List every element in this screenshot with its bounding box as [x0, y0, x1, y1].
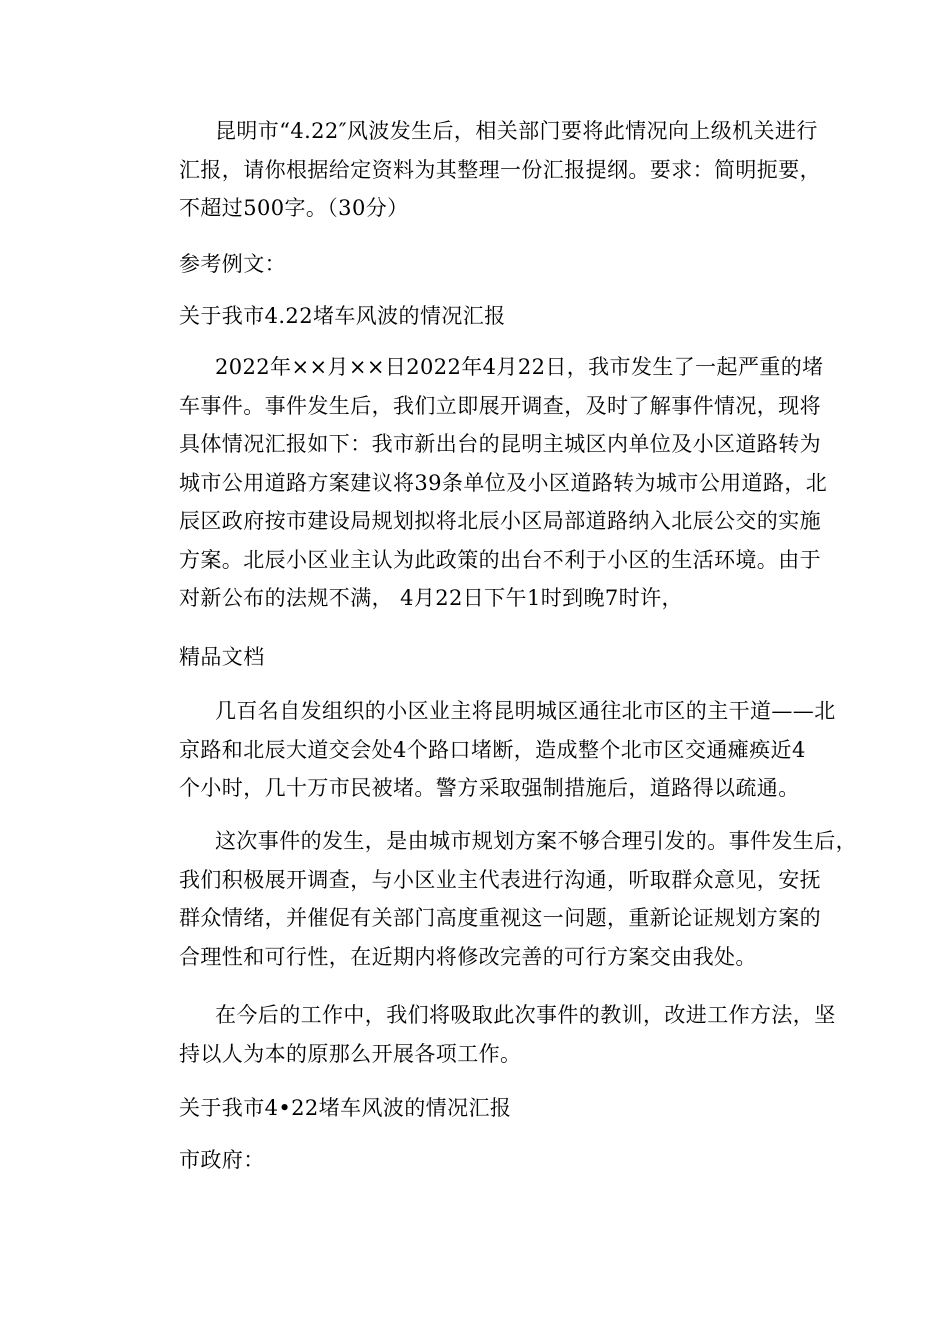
paragraph-4-line-2: 持以人为本的原那么开展各项工作。: [179, 1041, 522, 1066]
question-line-3: 不超过500字。（30分）: [179, 196, 409, 220]
report-paragraph-3: [143, 822, 857, 976]
salutation: 市政府：: [179, 1148, 265, 1172]
paragraph-3-line-4: 合理性和可行性，在近期内将修改完善的可行方案交由我处。: [179, 944, 757, 969]
paragraph-1-line-4: 城市公用道路方案建议将39条单位及小区道路转为城市公用道路，北: [179, 470, 828, 495]
paragraph-1-line-5: 辰区政府按市建设局规划拟将北辰小区局部道路纳入北辰公交的实施: [179, 509, 821, 533]
paragraph-1-line-6: 方案。北辰小区业主认为此政策的出台不利于小区的生活环境。由于: [179, 547, 821, 572]
report-title-2: 关于我市4•22堵车风波的情况汇报: [179, 1096, 512, 1120]
report-paragraph-2: [143, 692, 836, 808]
paragraph-1-line-7: 对新公布的法规不满， 4月22日下午1时到晚7时许，: [179, 586, 683, 610]
report-paragraph-4: [143, 996, 836, 1073]
question-line-1: 昆明市“4.22″风波发生后，相关部门要将此情况向上级机关进行: [215, 119, 818, 143]
paragraph-3-line-3: 群众情绪，并催促有关部门高度重视这一问题，重新论证规划方案的: [179, 906, 821, 930]
paragraph-4-line-1: 在今后的工作中，我们将吸取此次事件的教训，改进工作方法，坚: [215, 1003, 836, 1027]
paragraph-2-line-1: 几百名自发组织的小区业主将昆明城区通往北市区的主干道——北: [215, 699, 836, 723]
report-paragraph-1: [143, 348, 828, 618]
paragraph-2-line-3: 个小时，几十万市民被堵。警方采取强制措施后，道路得以疏通。: [179, 776, 800, 800]
paragraph-2-line-2: 京路和北辰大道交会处4个路口堵断，造成整个北市区交通瘫痪近4: [179, 737, 806, 762]
reference-label: 参考例文：: [179, 252, 286, 276]
paragraph-1-line-1: 2022年××月××日2022年4月22日，我市发生了一起严重的堵: [215, 355, 824, 379]
report-title-1: 关于我市4.22堵车风波的情况汇报: [179, 304, 506, 328]
watermark-label: 精品文档: [179, 645, 265, 669]
paragraph-1-line-3: 具体情况汇报如下：我市新出台的昆明主城区内单位及小区道路转为: [179, 432, 821, 456]
paragraph-3-line-1: 这次事件的发生，是由城市规划方案不够合理引发的。事件发生后，: [215, 829, 857, 853]
question-paragraph: [143, 112, 821, 228]
question-line-2: 汇报，请你根据给定资料为其整理一份汇报提纲。要求：简明扼要，: [179, 157, 821, 182]
paragraph-3-line-2: 我们积极展开调查，与小区业主代表进行沟通，听取群众意见，安抚: [179, 867, 821, 892]
paragraph-1-line-2: 车事件。事件发生后，我们立即展开调查，及时了解事件情况，现将: [179, 393, 821, 418]
